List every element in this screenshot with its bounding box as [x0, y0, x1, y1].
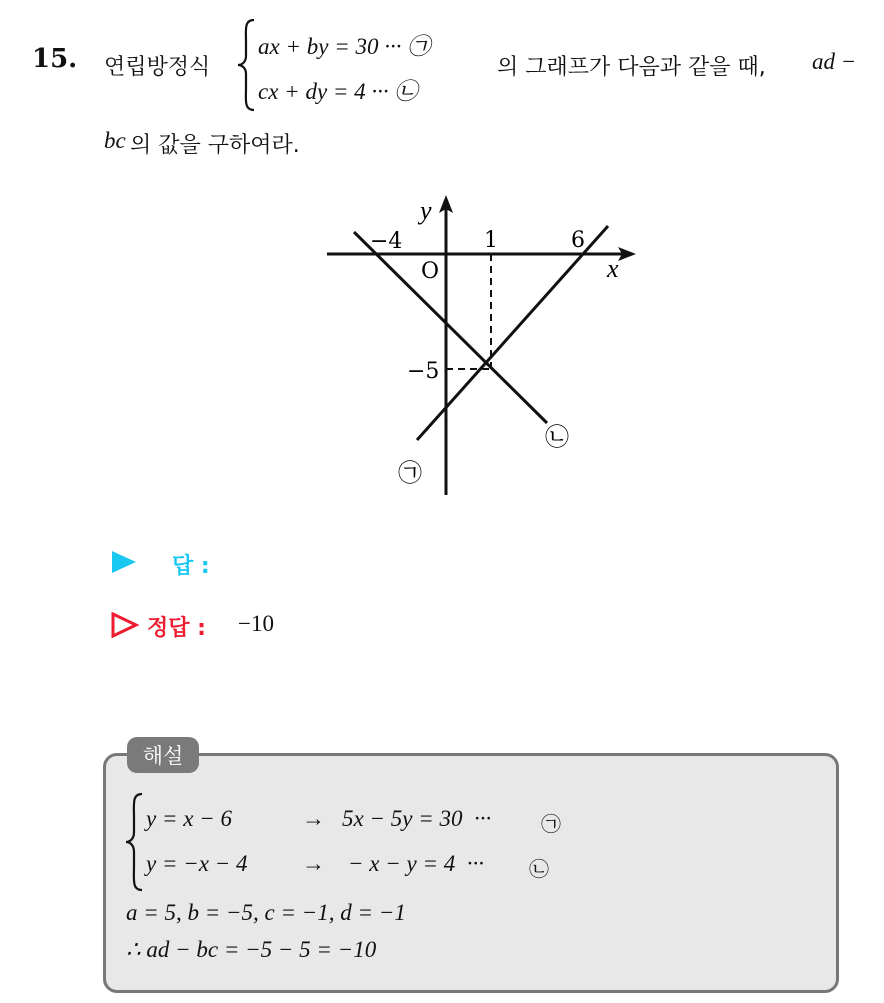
tick-neg4: −4 — [370, 229, 403, 254]
x-axis-label: x — [607, 254, 619, 283]
solution-eq2-right: − x − y = 4 ··· — [348, 851, 484, 876]
line-graph — [300, 185, 660, 505]
y-axis-label: y — [420, 196, 432, 225]
tick-neg5: −5 — [407, 359, 440, 384]
question-prefix: 연립방정식 — [104, 55, 211, 80]
solution-brace — [124, 792, 144, 892]
solution-eq1-left: y = x − 6 — [146, 806, 232, 831]
system-brace — [236, 18, 256, 112]
tick-1: 1 — [484, 228, 498, 253]
outline-play-icon — [111, 612, 139, 638]
line-1-marker: ㉠ — [398, 459, 422, 487]
question-number: 15. — [32, 44, 78, 74]
solution-eq1-arrow: → — [302, 806, 325, 831]
solution-title: 해설 — [127, 737, 199, 773]
question-line2-text: 의 값을 구하여라. — [130, 133, 300, 158]
question-line2-math: bc — [104, 128, 126, 153]
origin-label: O — [421, 259, 440, 284]
line-2-marker: ㉡ — [545, 423, 569, 451]
tick-6: 6 — [571, 228, 585, 253]
solution-result: ∴ ad − bc = −5 − 5 = −10 — [126, 937, 377, 962]
question-suffix-math: ad − — [812, 49, 857, 74]
question-suffix: 의 그래프가 다음과 같을 때, — [497, 55, 766, 80]
equation-2: cx + dy = 4 ··· ㉡ — [258, 79, 418, 104]
solution-coefficients: a = 5, b = −5, c = −1, d = −1 — [126, 900, 406, 925]
solution-eq2-left: y = −x − 4 — [146, 851, 248, 876]
correct-answer-value: −10 — [238, 611, 274, 636]
answer-label: 답 : — [172, 554, 210, 579]
solution-eq2-arrow: → — [302, 851, 325, 876]
play-icon — [111, 550, 137, 574]
solution-eq1-right: 5x − 5y = 30 ··· — [342, 806, 492, 831]
solution-eq2-mark: ㉡ — [529, 857, 549, 881]
equation-1: ax + by = 30 ··· ㉠ — [258, 34, 431, 59]
solution-eq1-mark: ㉠ — [541, 812, 561, 836]
brace-shape — [236, 18, 256, 112]
correct-answer-label: 정답 : — [147, 616, 206, 641]
